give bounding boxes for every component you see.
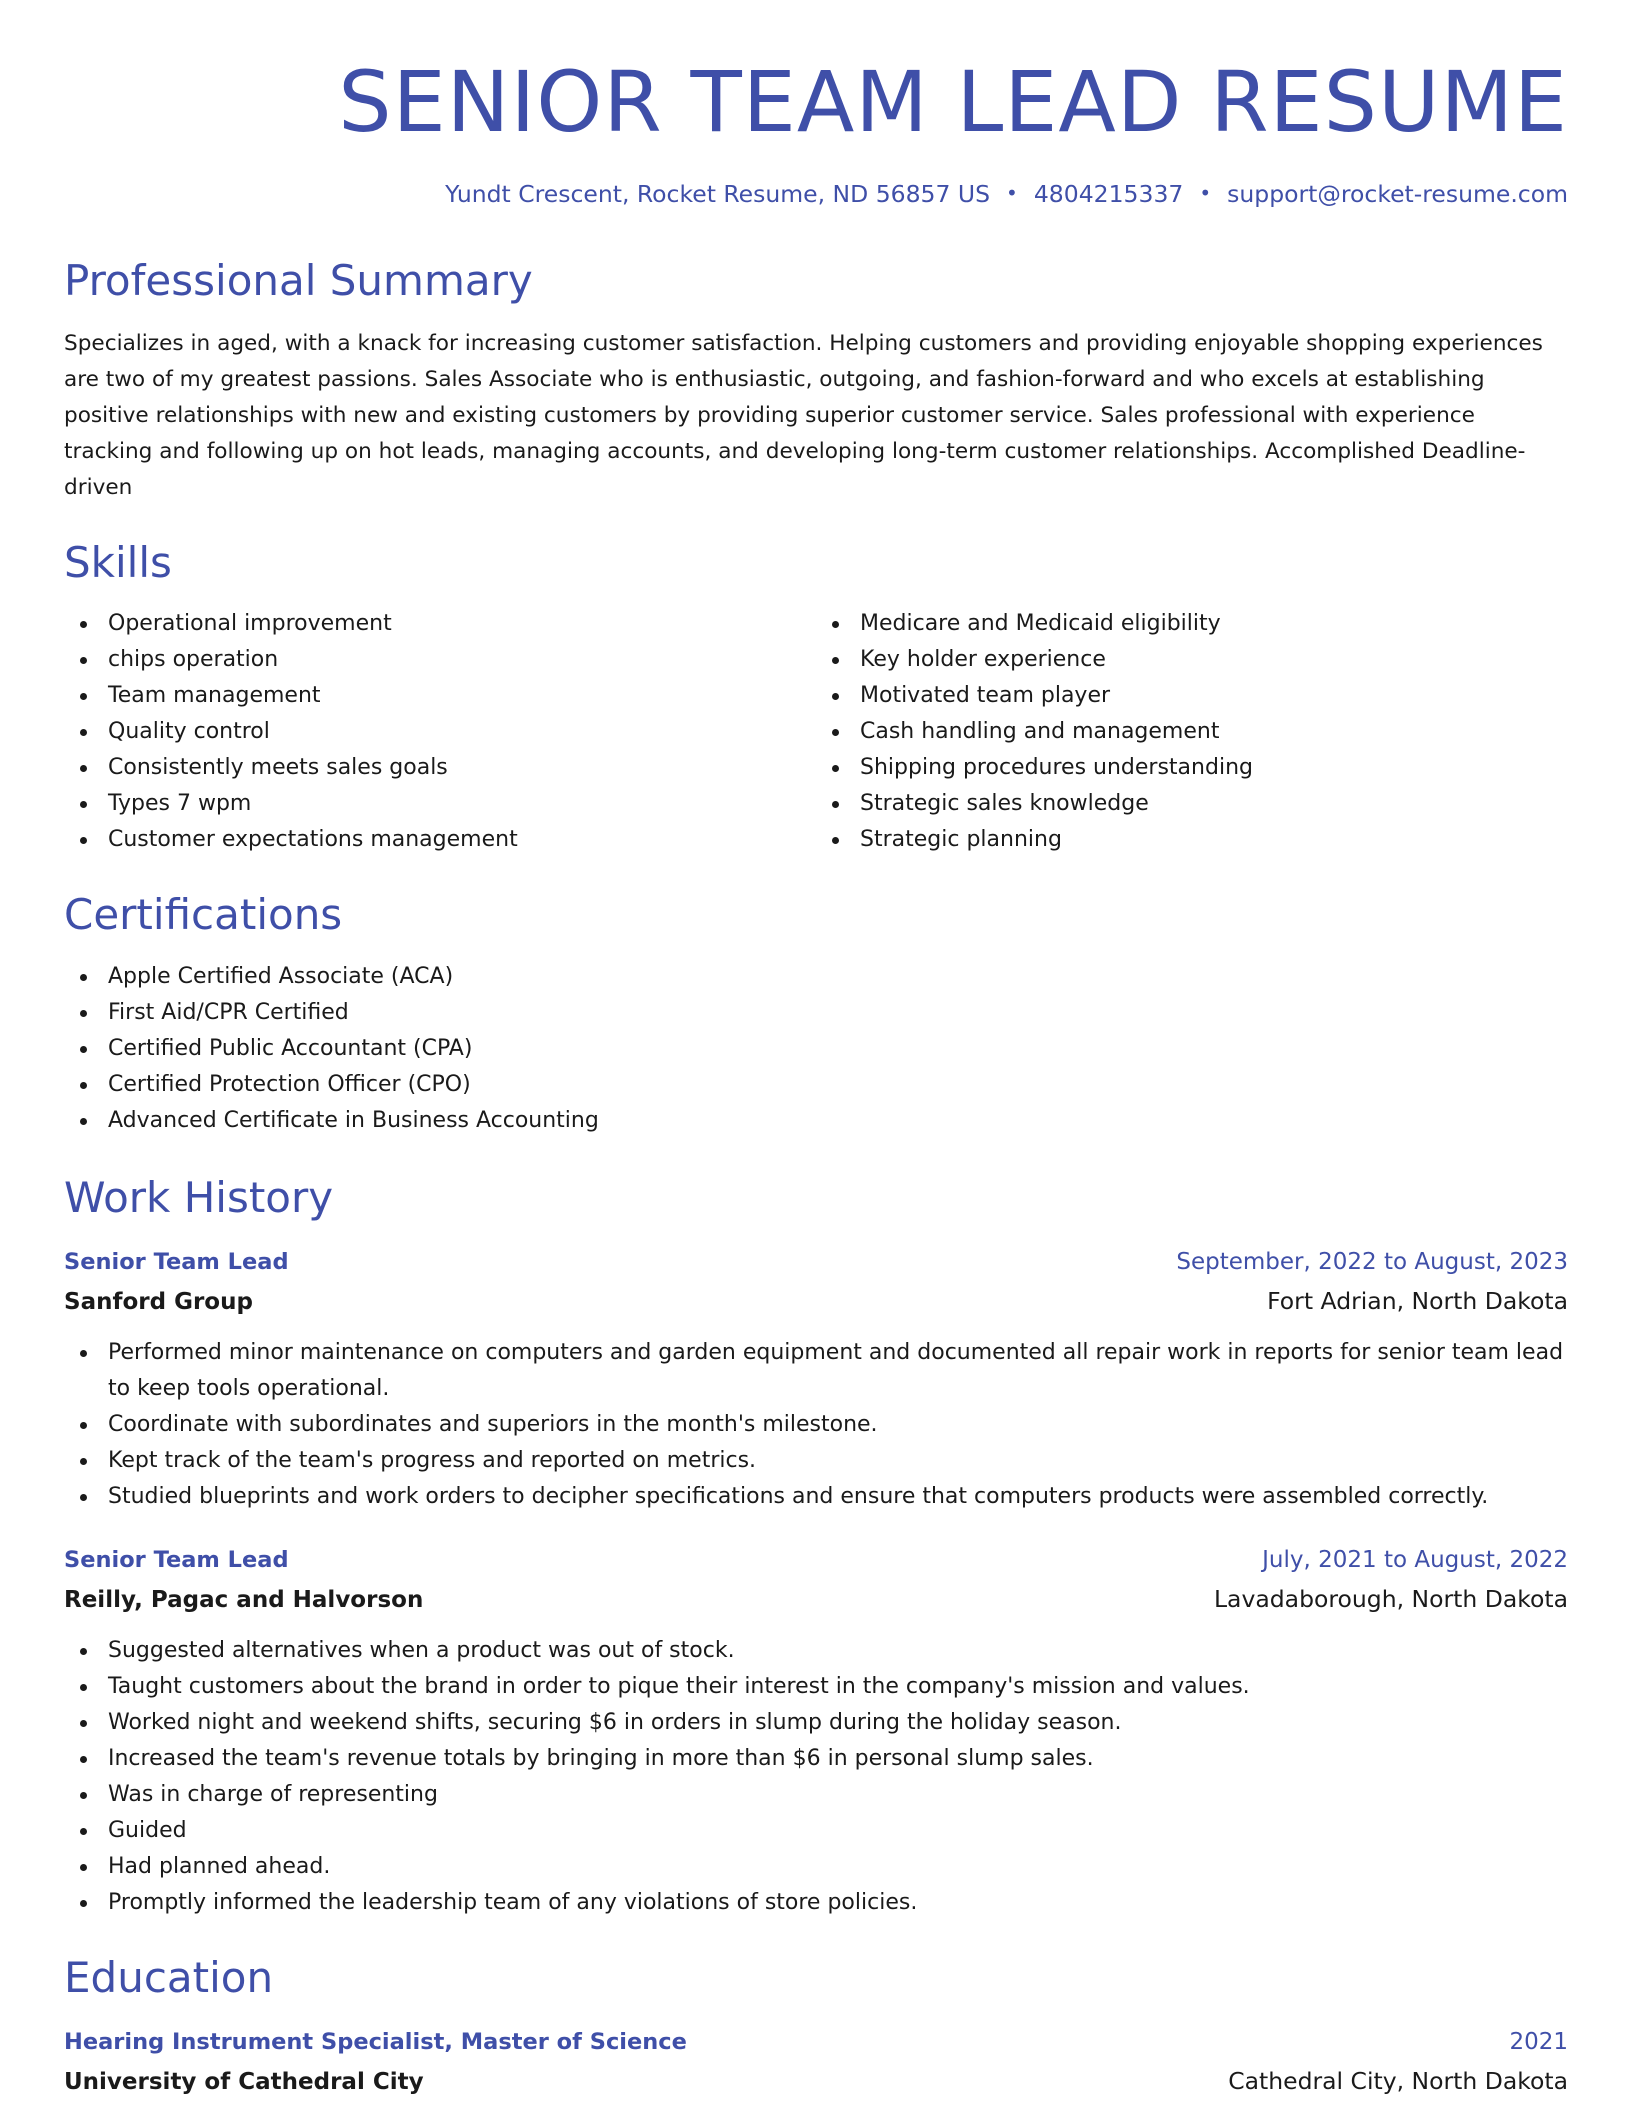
job-bullet: Taught customers about the brand in order to pique their interest in the company's mission and values. (64, 1669, 1568, 1705)
skill-item: Strategic sales knowledge (816, 786, 1568, 822)
skill-item: Strategic planning (816, 822, 1568, 858)
job-location: Lavadaborough, North Dakota (1213, 1584, 1568, 1613)
job-bullet: Performed minor maintenance on computers and garden equipment and documented all repair work in reports for senior team lead to keep tools operational. (64, 1335, 1568, 1407)
job-header-row (64, 1249, 1568, 1275)
job-entry (64, 1249, 1568, 1515)
skill-item: Motivated team player (816, 678, 1568, 714)
skill-item: Customer expectations management (64, 822, 816, 858)
education-school-row (64, 2067, 1568, 2095)
skills-grid (64, 606, 1568, 858)
skill-item: Shipping procedures understanding (816, 750, 1568, 786)
skill-item: Team management (64, 678, 816, 714)
certifications-list (64, 959, 1568, 1139)
job-company: Reilly, Pagac and Halvorson (64, 1586, 424, 1613)
education-header-row (64, 2029, 1568, 2055)
job-company-row (64, 1585, 1568, 1613)
certification-item: Apple Certified Associate (ACA) (64, 959, 1568, 995)
skill-item: Operational improvement (64, 606, 816, 642)
job-entry (64, 1547, 1568, 1921)
job-bullet: Kept track of the team's progress and reported on metrics. (64, 1443, 1568, 1479)
job-bullet: Studied blueprints and work orders to decipher specifications and ensure that computers products were assembled correctly. (64, 1479, 1568, 1515)
job-bullets (64, 1633, 1568, 1921)
certification-item: Certified Public Accountant (CPA) (64, 1031, 1568, 1067)
job-header-row (64, 1547, 1568, 1573)
skills-heading: Skills (64, 538, 172, 588)
contact-line (64, 180, 1568, 208)
separator-dot: • (1006, 181, 1018, 205)
skills-list-left (64, 606, 816, 858)
job-bullet: Was in charge of representing (64, 1777, 1568, 1813)
job-role: Senior Team Lead (64, 1248, 289, 1275)
skill-item: Types 7 wpm (64, 786, 816, 822)
job-bullets (64, 1335, 1568, 1515)
contact-phone: 4804215337 (1033, 180, 1184, 208)
skill-item: Quality control (64, 714, 816, 750)
job-bullet: Guided (64, 1813, 1568, 1849)
job-bullet: Increased the team's revenue totals by bringing in more than $6 in personal slump sales. (64, 1741, 1568, 1777)
skill-item: Cash handling and management (816, 714, 1568, 750)
skill-item: Consistently meets sales goals (64, 750, 816, 786)
job-dates: September, 2022 to August, 2023 (1176, 1248, 1568, 1275)
job-company-row (64, 1287, 1568, 1315)
resume-title: SENIOR TEAM LEAD RESUME (338, 53, 1568, 151)
skill-item: chips operation (64, 642, 816, 678)
separator-dot: • (1199, 181, 1212, 205)
job-bullet: Coordinate with subordinates and superiors in the month's milestone. (64, 1407, 1568, 1443)
education-year: 2021 (1509, 2028, 1568, 2055)
summary-text: Specializes in aged, with a knack for increasing customer satisfaction. Helping customers and providing enjoyable shopping experiences are two of my greatest passions. Sales Associate who is enthusiastic, outgoing, and fashion-forward and who excels at establishing positive relationships with new and existing customers by providing superior customer service. Sales professional with experience tracking and following up on hot leads, managing accounts, and developing long-term customer relationships. Accomplished Deadline-driven (64, 331, 1543, 501)
certification-item: Certified Protection Officer (CPO) (64, 1067, 1568, 1103)
education-location: Cathedral City, North Dakota (1228, 2066, 1568, 2095)
job-location: Fort Adrian, North Dakota (1267, 1286, 1568, 1315)
job-bullet: Promptly informed the leadership team of any violations of store policies. (64, 1885, 1568, 1921)
certifications-heading: Certifications (64, 890, 343, 940)
education-degree: Hearing Instrument Specialist, Master of Science (64, 2028, 687, 2055)
work-history-heading: Work History (64, 1172, 334, 1222)
job-bullet: Worked night and weekend shifts, securing $6 in orders in slump during the holiday season. (64, 1705, 1568, 1741)
job-bullet: Suggested alternatives when a product was out of stock. (64, 1633, 1568, 1669)
education-entry (64, 2029, 1568, 2095)
education-school: University of Cathedral City (64, 2068, 424, 2095)
certification-item: First Aid/CPR Certified (64, 995, 1568, 1031)
job-dates: July, 2021 to August, 2022 (1262, 1546, 1568, 1573)
summary-heading: Professional Summary (64, 256, 533, 305)
skill-item: Key holder experience (816, 642, 1568, 678)
skill-item: Medicare and Medicaid eligibility (816, 606, 1568, 642)
skills-list-right (816, 606, 1568, 858)
education-heading: Education (64, 1952, 274, 2002)
certification-item: Advanced Certificate in Business Accounting (64, 1103, 1568, 1139)
contact-address: Yundt Crescent, Rocket Resume, ND 56857 US (445, 180, 991, 208)
job-role: Senior Team Lead (64, 1546, 289, 1573)
job-company: Sanford Group (64, 1288, 253, 1315)
contact-email[interactable]: support@rocket-resume.com (1227, 180, 1568, 208)
job-bullet: Had planned ahead. (64, 1849, 1568, 1885)
